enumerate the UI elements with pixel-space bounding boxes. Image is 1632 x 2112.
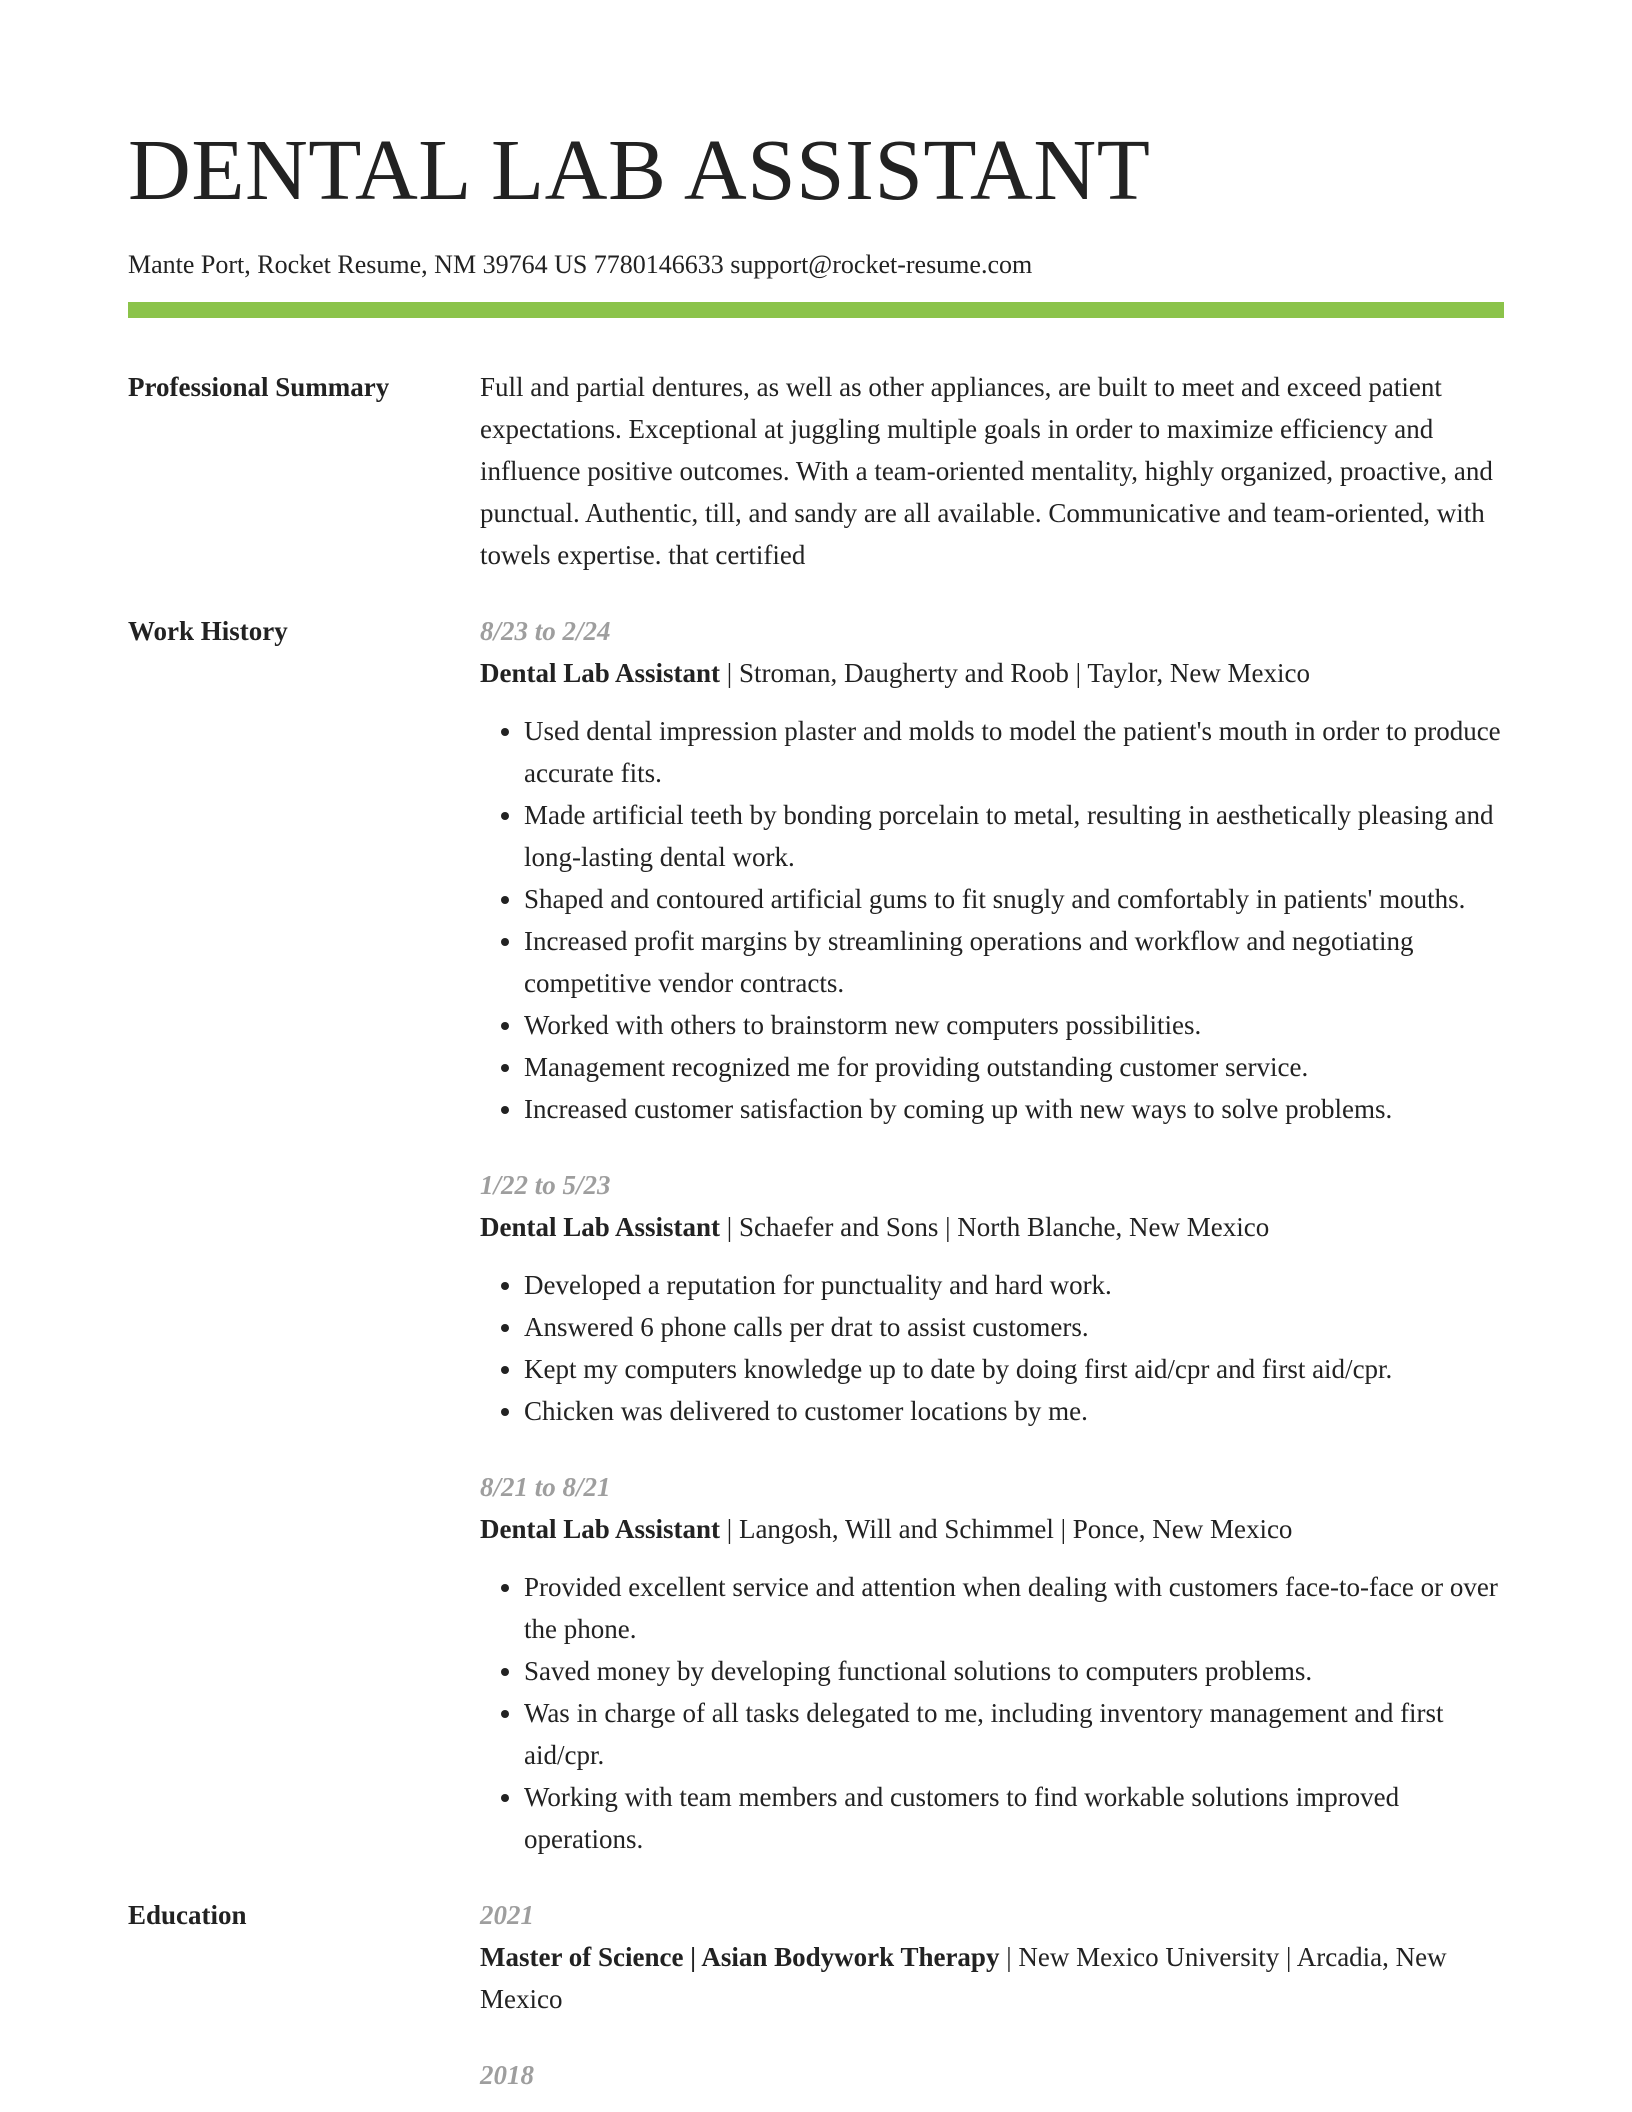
education-degree: Master of Science | Asian Bodywork Therapy [480,1942,1000,1972]
education-entry [480,1894,1504,2020]
job-details: | Schaefer and Sons | North Blanche, New Mexico [720,1212,1270,1242]
job-entry [480,1466,1504,1860]
resume-name: DENTAL LAB ASSISTANT [128,121,1151,218]
job-role-line [480,1508,1504,1550]
job-bullets [480,1264,1504,1432]
job-bullet: • Used dental impression plaster and molds to model the patient's mouth in order to produce accurate fits. [524,710,1504,794]
job-bullet: • Was in charge of all tasks delegated to me, including inventory management and first aid/cpr. [524,1692,1504,1776]
job-bullet: • Chicken was delivered to customer locations by me. [524,1390,1504,1432]
education-entry [480,2054,1504,2096]
job-bullet: • Kept my computers knowledge up to date by doing first aid/cpr and first aid/cpr. [524,1348,1504,1390]
section-heading-education: Education [128,1900,247,1930]
work-history-section [128,610,1504,1860]
education-details: | New Mexico University | Arcadia, New Mexico [480,1942,1447,2014]
job-bullet: • Saved money by developing functional solutions to computers problems. [524,1650,1504,1692]
job-role-line [480,1206,1504,1248]
job-entry [480,1164,1504,1432]
job-bullet: • Worked with others to brainstorm new computers possibilities. [524,1004,1504,1046]
job-bullets [480,710,1504,1130]
job-title: Dental Lab Assistant [480,658,721,688]
job-bullet: • Answered 6 phone calls per drat to assist customers. [524,1306,1504,1348]
summary-text: Full and partial dentures, as well as other appliances, are built to meet and exceed patient expectations. Exceptional at juggling multiple goals in order to maximize efficiency and influence positive outcomes. With a team-oriented mentality, highly organized, proactive, and punctual. Authentic, till, and sandy are all available. Communicative and team-oriented, with towels expertise. that certified [480,372,1493,570]
job-dates: 1/22 to 5/23 [480,1170,611,1200]
job-bullet: • Provided excellent service and attention when dealing with customers face-to-face or over the phone. [524,1566,1504,1650]
job-role-line [480,652,1504,694]
accent-divider [128,302,1504,318]
summary-section [128,366,1504,576]
job-details: | Stroman, Daugherty and Roob | Taylor, New Mexico [720,658,1311,688]
job-bullet: • Shaped and contoured artificial gums to fit snugly and comfortably in patients' mouths. [524,878,1504,920]
section-heading-summary: Professional Summary [128,372,390,402]
job-bullet: • Developed a reputation for punctuality and hard work. [524,1264,1504,1306]
job-bullet: • Increased profit margins by streamlining operations and workflow and negotiating competitive vendor contracts. [524,920,1504,1004]
education-section [128,1894,1504,2096]
job-details: | Langosh, Will and Schimmel | Ponce, New Mexico [720,1514,1293,1544]
job-title: Dental Lab Assistant [480,1514,721,1544]
contact-line: Mante Port, Rocket Resume, NM 39764 US 7780146633 support@rocket-resume.com [128,250,1033,279]
job-title: Dental Lab Assistant [480,1212,721,1242]
education-degree-line [480,1936,1504,2020]
job-bullet: • Increased customer satisfaction by coming up with new ways to solve problems. [524,1088,1504,1130]
resume-page [128,0,1504,2096]
job-dates: 8/23 to 2/24 [480,616,611,646]
job-bullets [480,1566,1504,1860]
job-bullet: • Working with team members and customers to find workable solutions improved operations. [524,1776,1504,1860]
education-year: 2021 [480,1900,534,1930]
job-entry [480,610,1504,1130]
job-bullet: • Management recognized me for providing outstanding customer service. [524,1046,1504,1088]
job-bullet: • Made artificial teeth by bonding porcelain to metal, resulting in aesthetically pleasing and long-lasting dental work. [524,794,1504,878]
section-heading-work-history: Work History [128,616,288,646]
education-year: 2018 [480,2060,534,2090]
job-dates: 8/21 to 8/21 [480,1472,611,1502]
